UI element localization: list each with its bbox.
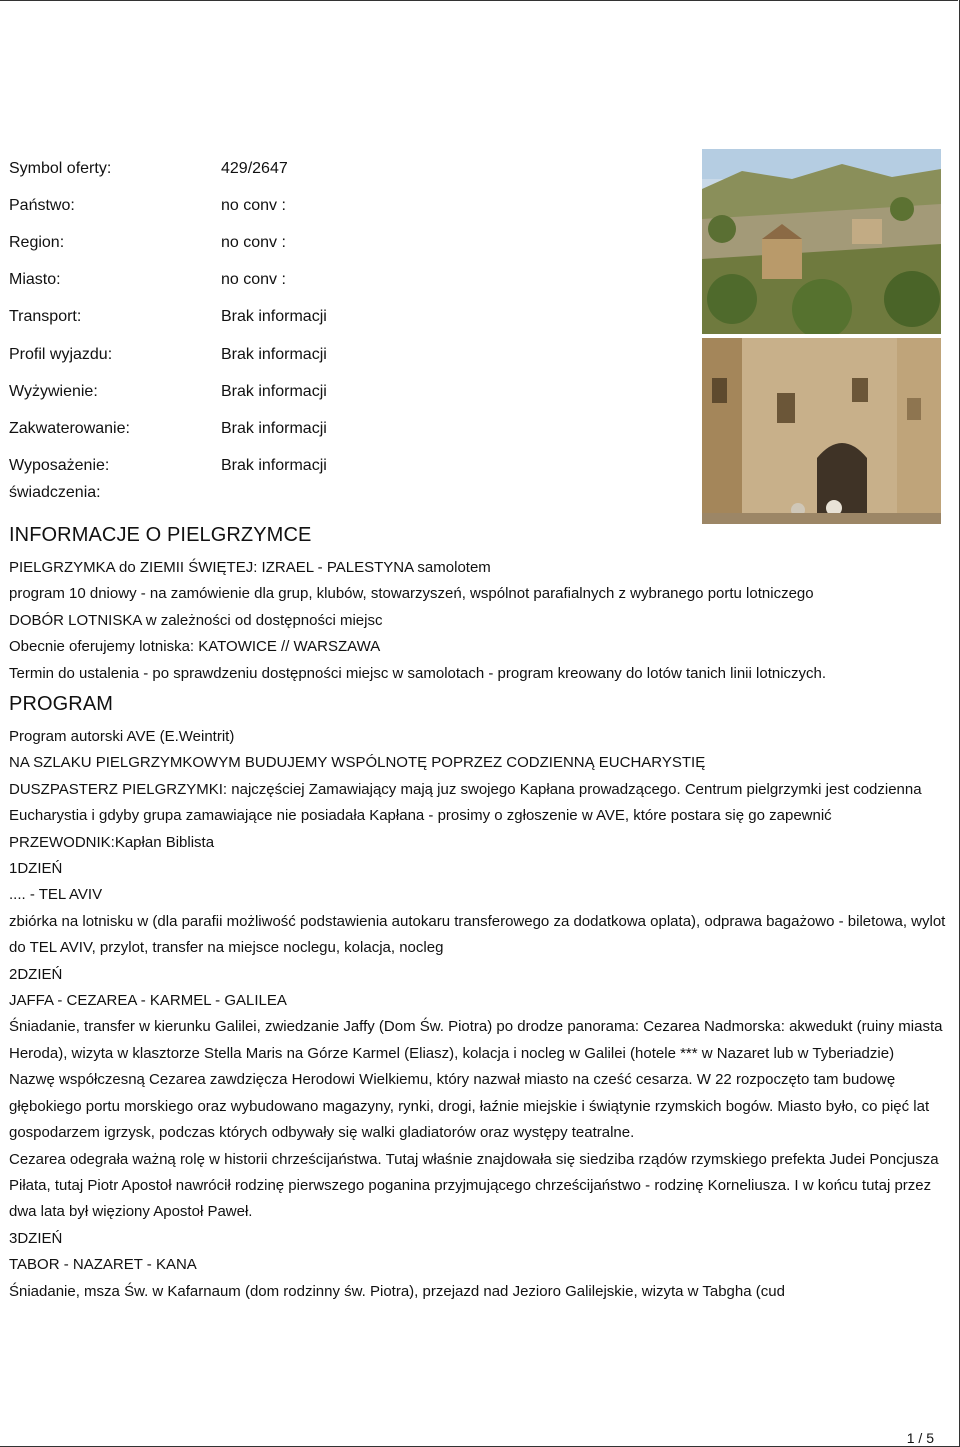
program-block: [9, 724, 955, 1305]
services-label: świadczenia:: [9, 484, 101, 501]
spec-row: [9, 150, 569, 187]
spec-row: [9, 299, 569, 336]
spec-row: [9, 336, 569, 373]
spec-label: Miasto:: [9, 271, 61, 289]
program-paragraph: zbiórka na lotnisku w (dla parafii możliwość podstawienia autokaru transferowego za dodatkowa oplata), odprawa bagażowo - biletowa, wylot do TEL AVIV, przylot, transfer na miejsce noclegu, kolacja, nocleg: [9, 912, 946, 957]
spec-value: 429/2647: [221, 159, 288, 177]
spec-label: Region:: [9, 233, 65, 251]
program-paragraph: Nazwę współczesną Cezarea zawdzięcza Herodowi Wielkiemu, który nazwał miasto na cześć cesarza. W 22 rozpoczęto tam budowę głębokiego portu morskiego oraz wybudowano magazyny, rynki, drogi, łaźnie miejskie i świątynie rzymskich bogów. Miasto było, co pięć lat gospodarzem igrzysk, podczas których odbywały się walki gladiatorów oraz występy teatralne.: [9, 1071, 930, 1142]
spec-row: [9, 373, 569, 410]
program-paragraph: Program autorski AVE (E.Weintrit): [9, 728, 235, 745]
spec-label: Transport:: [9, 308, 82, 326]
spec-label: Profil wyjazdu:: [9, 345, 113, 363]
spec-value: Brak informacji: [221, 419, 327, 437]
info-line: PIELGRZYMKA do ZIEMII ŚWIĘTEJ: IZRAEL - PALESTYNA samolotem: [9, 559, 491, 576]
spec-value: Brak informacji: [221, 308, 327, 326]
info-line: Termin do ustalenia - po sprawdzeniu dostępności miejsc w samolotach - program kreowany do lotów tanich linii lotniczych.: [9, 664, 827, 682]
day-heading: 1DZIEŃ: [9, 860, 63, 878]
day-heading: 2DZIEŃ: [9, 965, 63, 983]
info-block: [9, 555, 955, 687]
program-paragraph: NA SZLAKU PIELGRZYMKOWYM BUDUJEMY WSPÓLNOTĘ POPRZEZ CODZIENNĄ EUCHARYSTIĘ: [9, 754, 706, 772]
spec-label: Państwo:: [9, 196, 75, 214]
spec-row: [9, 262, 569, 299]
photo-mount-of-olives: [702, 149, 941, 334]
program-paragraph: DUSZPASTERZ PIELGRZYMKI: najczęściej Zamawiający mają juz swojego Kapłana prowadzącego. Centrum pielgrzymki jest codzienna Eucharystia i gdyby grupa zamawiające nie posiadała Kapłana - prosimy o zgłoszenie w AVE, które postara się go zapewnić: [9, 780, 922, 825]
info-line: Obecnie oferujemy lotniska: KATOWICE // WARSZAWA: [9, 638, 381, 656]
program-paragraph: Śniadanie, transfer w kierunku Galilei, zwiedzanie Jaffy (Dom Św. Piotra) po drodze panorama: Cezarea Nadmorska: akwedukt (ruiny miasta Heroda), wizyta w klasztorze Stella Maris na Górze Karmel (Eliasz), kolacja i nocleg w Galilei (hotele *** w Nazaret lub w Tyberiadzie): [9, 1018, 943, 1062]
spec-value: Brak informacji: [221, 382, 327, 400]
spec-row: [9, 224, 569, 261]
spec-label: Wyżywienie:: [9, 382, 98, 400]
spec-value: Brak informacji: [221, 457, 327, 475]
spec-value: no conv :: [221, 233, 286, 251]
section-title-program: PROGRAM: [9, 693, 114, 715]
spec-row: [9, 448, 569, 485]
spec-value: no conv :: [221, 196, 286, 214]
page-number: 1 / 5: [906, 1430, 934, 1446]
spec-label: Symbol oferty:: [9, 159, 112, 177]
offer-specs: [9, 150, 569, 485]
spec-row: [9, 187, 569, 224]
day-route: TABOR - NAZARET - KANA: [9, 1256, 197, 1274]
program-paragraph: PRZEWODNIK:Kapłan Biblista: [9, 833, 215, 851]
page-border-top: [0, 0, 958, 1]
day-heading: 3DZIEŃ: [9, 1229, 63, 1247]
photo-jerusalem-street: [702, 338, 941, 524]
section-title-info: INFORMACJE O PIELGRZYMCE: [9, 524, 312, 546]
program-paragraph: Śniadanie, msza Św. w Kafarnaum (dom rodzinny św. Piotra), przejazd nad Jezioro Galilejskie, wizyta w Tabgha (cud: [9, 1282, 785, 1300]
spec-label: Wyposażenie:: [9, 457, 110, 475]
info-line: DOBÓR LOTNISKA w zależności od dostępności miejsc: [9, 611, 383, 629]
day-route: .... - TEL AVIV: [9, 886, 103, 904]
info-line: program 10 dniowy - na zamówienie dla grup, klubów, stowarzyszeń, wspólnot parafialnych z wybranego portu lotniczego: [9, 585, 814, 603]
spec-value: Brak informacji: [221, 345, 327, 363]
spec-value: no conv :: [221, 271, 286, 289]
program-paragraph: Cezarea odegrała ważną rolę w historii chrześcijaństwa. Tutaj właśnie znajdowała się siedziba rządów rzymskiego prefekta Judei Poncjusza Piłata, tutaj Piotr Apostoł nawrócił rodzinę pierwszego poganina przyjmującego chrześcijaństwo - rodzinę Korneliusza. I w końcu tutaj przez dwa lata był więziony Apostoł Paweł.: [9, 1150, 939, 1221]
day-route: JAFFA - CEZAREA - KARMEL - GALILEA: [9, 992, 287, 1010]
spec-label: Zakwaterowanie:: [9, 419, 130, 437]
spec-row: [9, 410, 569, 447]
